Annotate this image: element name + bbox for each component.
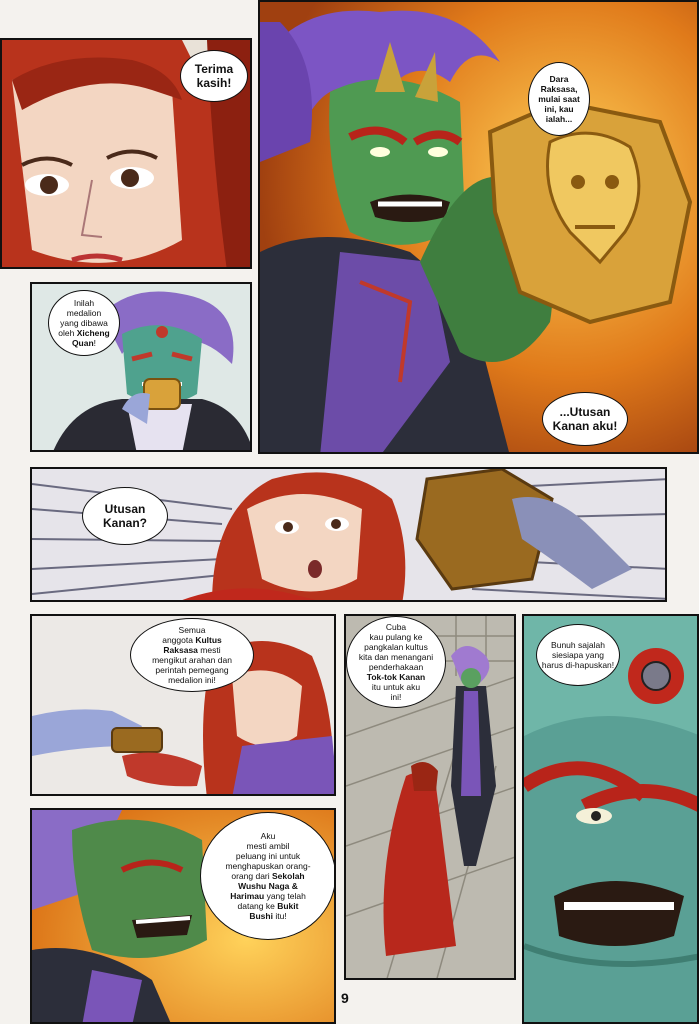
page-number: 9 [341,990,349,1006]
speech-text: Terima kasih! [194,62,234,90]
speech-bubble-aku-mesti-ambil: Aku mesti ambil peluang ini untuk menghapuskan orang- orang dari Sekolah Wushu Naga & Harimau yang telah datang ke Bukit Bushi itu! [200,812,336,940]
speech-bubble-utusan-kanan-aku: ...Utusan Kanan aku! [542,392,628,446]
speech-bubble-terima-kasih [180,50,248,102]
panel-woman-thanks [0,38,252,269]
speech-bubble-bunuh-sajalah: Bunuh sajalah siesiapa yang harus di-hapuskan! [536,624,620,686]
panel-demon-medallion-small [30,282,252,452]
speech-bubble-semua-anggota: Semua anggota Kultus Raksasa mesti mengikut arahan dan perintah pemegang medalion ini! [130,618,254,692]
panel-courtyard-scene [344,614,516,980]
speech-bubble-inilah-medalion: Inilah medalion yang dibawa oleh Xicheng Quan! [48,290,120,356]
speech-bubble-cuba-kau-pulang: Cuba kau pulang ke pangkalan kultus kita dan menangani penderhakaan Tok-tok Kanan itu untuk aku ini! [346,616,446,708]
panel-woman-surprised [30,467,667,602]
panel-demon-face-closeup [522,614,699,1024]
panel-demon-golden-medallion [258,0,699,454]
speech-bubble-dara-raksasa: Dara Raksasa, mulai saat ini, kau ialah... [528,62,590,136]
panel-demon-grin [30,808,336,1024]
speech-bubble-utusan-kanan-question: Utusan Kanan? [82,487,168,545]
demon-golden-medallion-art [260,2,699,454]
panel-medallion-handover [30,614,336,796]
